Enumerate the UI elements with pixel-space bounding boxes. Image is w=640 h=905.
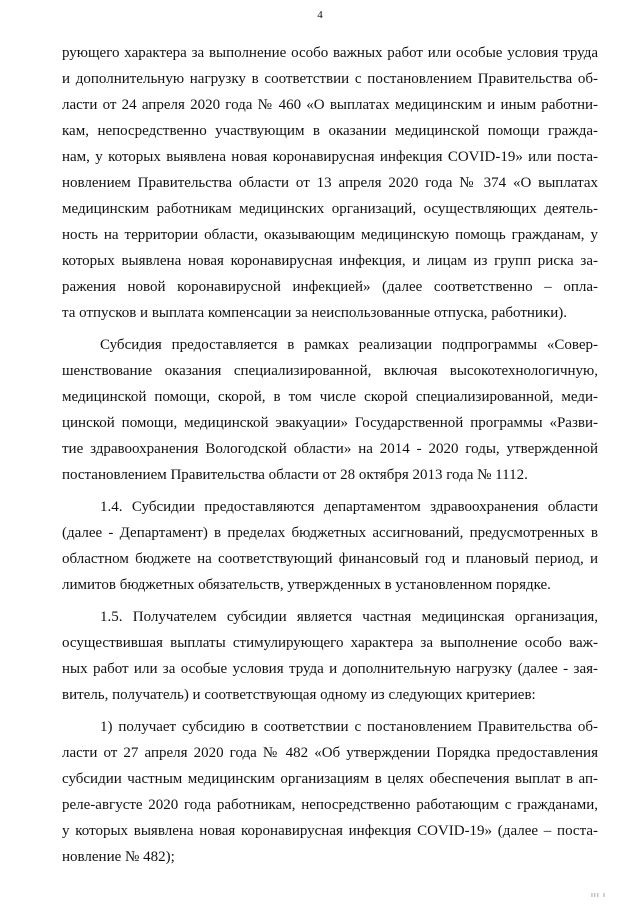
text-line: ных работ или за особые условия труда и дополнительную нагрузку (далее - зая- (62, 661, 598, 677)
text-line: кам, непосредственно участвующим в оказании медицинской помощи гражда- (62, 123, 598, 139)
page-number: 4 (317, 9, 323, 21)
text-line: (далее - Департамент) в пределах бюджетных ассигнований, предусмотренных в (62, 525, 598, 541)
text-line: постановлением Правительства области от 28 октября 2013 года № 1112. (62, 467, 528, 483)
text-line: новление № 482); (62, 849, 175, 865)
document-body (62, 40, 598, 870)
text-line: нам, у которых выявлена новая коронавирусная инфекция COVID-19» или поста- (62, 149, 598, 165)
paragraph-subsidy-program (62, 332, 598, 488)
footer-mark: ııı ı (590, 891, 606, 899)
text-line: 1.5. Получателем субсидии является частная медицинская организация, (100, 609, 598, 625)
text-line: лимитов бюджетных обязательств, утвержденных в установленном порядке. (62, 577, 551, 593)
paragraph-payment-context (62, 40, 598, 326)
text-line: которых выявлена новая коронавирусная инфекция, и лицам из групп риска за- (62, 253, 598, 269)
text-line: 1.4. Субсидии предоставляются департаментом здравоохранения области (100, 499, 598, 515)
text-line: тие здравоохранения Вологодской области» на 2014 - 2020 годы, утвержденной (62, 441, 598, 457)
text-line: ласти от 24 апреля 2020 года № 460 «О выплатах медицинским и иным работни- (62, 97, 598, 113)
text-line: ласти от 27 апреля 2020 года № 482 «Об утверждении Порядка предоставления (62, 745, 598, 761)
text-line: медицинским работникам медицинских организаций, осуществляющих деятель- (62, 201, 598, 217)
text-line: субсидии частным медицинским организациям в целях обеспечения выплат в ап- (62, 771, 598, 787)
text-line: новлением Правительства области от 13 апреля 2020 года № 374 «О выплатах (62, 175, 598, 191)
text-line: у которых выявлена новая коронавирусная инфекция COVID-19» (далее – поста- (62, 823, 598, 839)
text-line: областном бюджете на соответствующий финансовый год и плановый период, и (62, 551, 598, 567)
text-line: Субсидия предоставляется в рамках реализации подпрограммы «Совер- (100, 337, 598, 353)
text-line: и дополнительную нагрузку в соответствии с постановлением Правительства об- (62, 71, 598, 87)
paragraph-criterion-1 (62, 714, 598, 870)
text-line: осуществившая выплаты стимулирующего характера за выполнение особо важ- (62, 635, 598, 651)
text-line: реле-августе 2020 года работникам, непосредственно работающим с гражданами, (62, 797, 598, 813)
text-line: цинской помощи, медицинской эвакуации» Государственной программы «Разви- (62, 415, 598, 431)
text-line: медицинской помощи, скорой, в том числе скорой специализированной, меди- (62, 389, 598, 405)
text-line: шенствование оказания специализированной, включая высокотехнологичную, (62, 363, 598, 379)
text-line: рующего характера за выполнение особо важных работ или особые условия труда (62, 45, 598, 61)
text-line: та отпусков и выплата компенсации за неиспользованные отпуска, работники). (62, 305, 567, 321)
text-line: витель, получатель) и соответствующая одному из следующих критериев: (62, 687, 536, 703)
text-line: ражения новой коронавирусной инфекцией» (далее соответственно – опла- (62, 279, 598, 295)
text-line: 1) получает субсидию в соответствии с постановлением Правительства об- (100, 719, 598, 735)
paragraph-1-4 (62, 494, 598, 598)
paragraph-1-5 (62, 604, 598, 708)
text-line: ность на территории области, оказывающим медицинскую помощь гражданам, у (62, 227, 598, 243)
